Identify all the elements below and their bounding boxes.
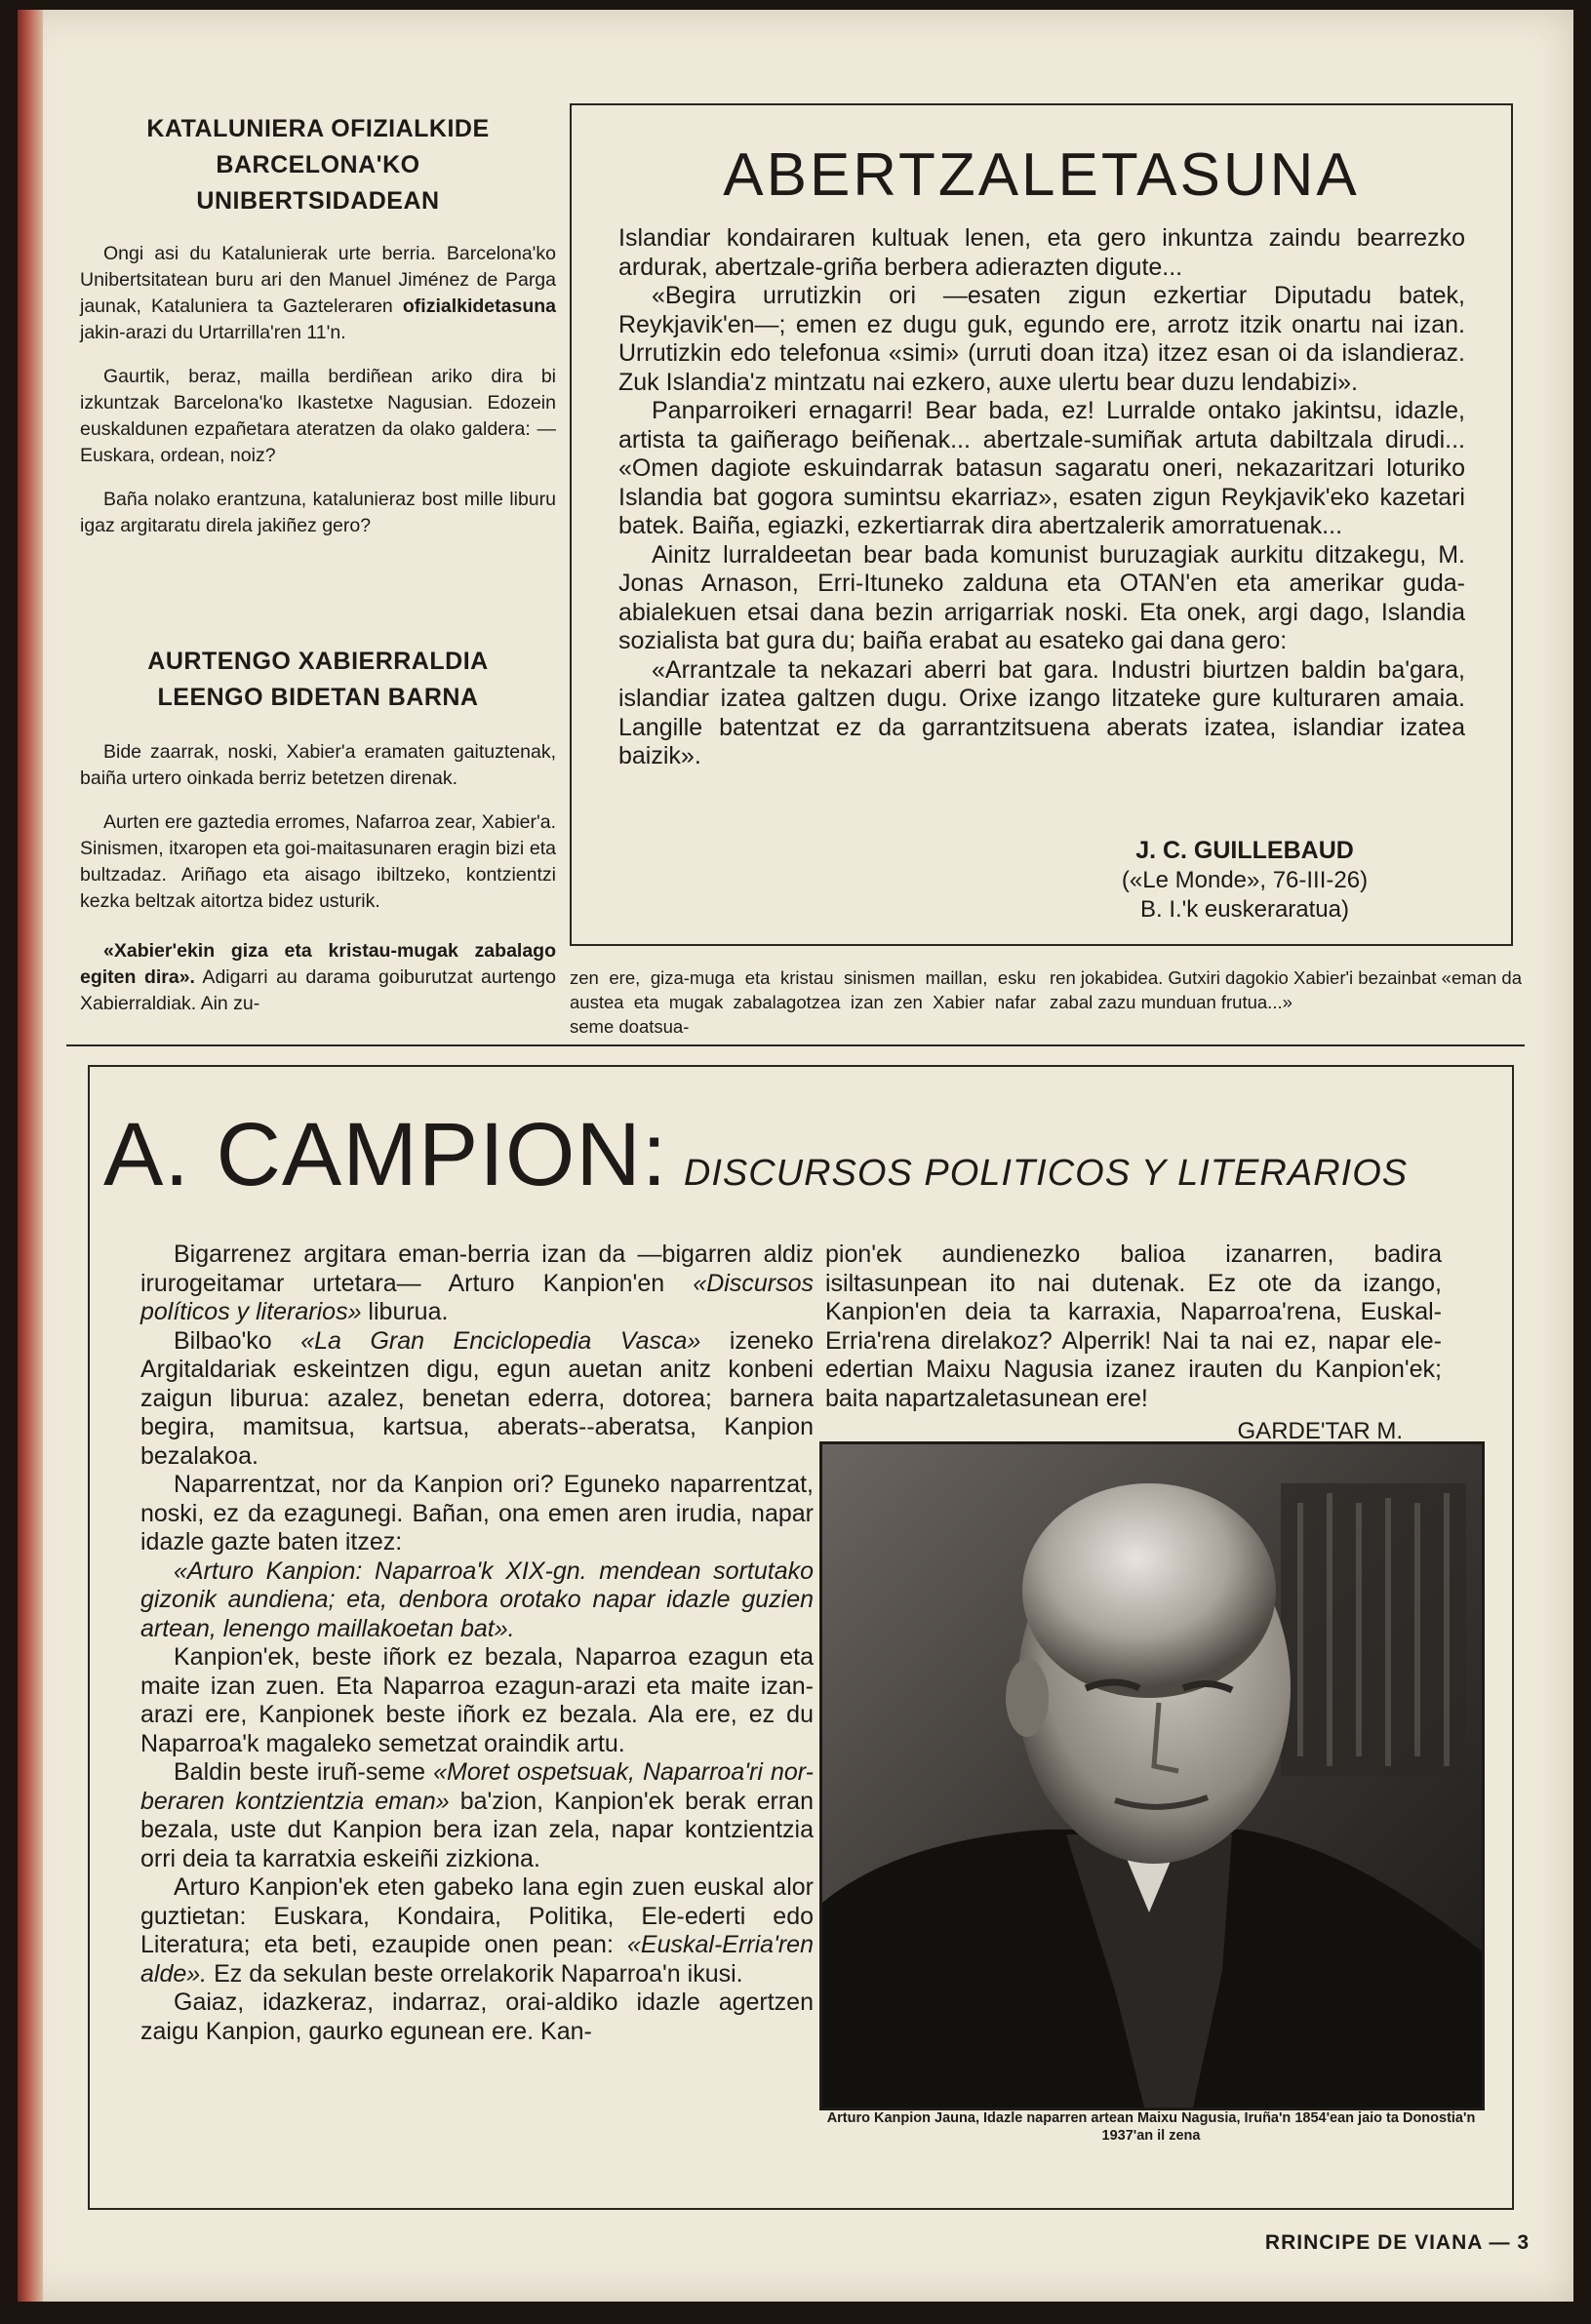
paragraph: Islandiar kondairaren kultuak lenen, eta gero inkuntza zaindu bearrezko ardurak, abertzale-griña berbera adierazten digute...: [618, 224, 1465, 281]
paragraph: Baldin beste iruñ-seme «Moret ospetsuak, Naparroa'ri nor-beraren kontzientzia eman» ba'zion, Kanpion'ek berak erran bezala, uste dut Kanpion bera izan zela, napar kontzientzia orri deia ta karratxia eskeiñi zizkiona.: [140, 1758, 814, 1872]
campion-title-sub: DISCURSOS POLITICOS Y LITERARIOS: [683, 1153, 1409, 1194]
campion-title-main: A. CAMPION:: [103, 1105, 668, 1204]
paragraph: «Arturo Kanpion: Naparroa'k XIX-gn. mendean sortutako gizonik aundiena; eta, denbora orotako napar idazle guzien artean, lenengo maillakoetan bat».: [140, 1556, 814, 1642]
paragraph: Arturo Kanpion'ek eten gabeko lana egin zuen euskal alor guztietan: Euskara, Kondaira, Politika, Ele-ederti edo Literatura; eta beti, ezaupide onen pean: «Euskal-Erria'ren alde». Ez da sekulan beste orrelakorik Naparroa'n ikusi.: [140, 1873, 814, 1988]
article-kataluniera: [80, 111, 556, 557]
paragraph: «Begira urrutizkin ori —esaten zigun ezkertiar Diputadu batek, Reykjavik'en—; emen ez dugu guk, egundo ere, arrotz itzik onartu nai izan. Urrutizkin edo telefonua «simi» (urruti doan itza) itzez esan oi da islandieraz. Zuk Islandia'z mintzatu nai ezkero, auxe ulertu bear duzu lendabizi».: [618, 282, 1465, 396]
paragraph: Panparroikeri ernagarri! Bear bada, ez! Lurralde ontako jakintsu, idazle, artista ta gaiñerago beiñenak... abertzale-sumiñak artuta dabiltzala dirudi... «Omen dagiote eskuindarrak batasun sagaratu oneri, nekazaritzari loturiko Islandia bat gogora sumintsu ekarriaz», esaten zigun Reykjavik'eko kazetari batek. Baiña, egiazki, ezkertiarrak dira abertzalerik amorratuenak...: [618, 397, 1465, 539]
paragraph: Gaiaz, idazkeraz, indarraz, orai-aldiko idazle agertzen zaigu Kanpion, gaurko egunean ere. Kan-: [140, 1989, 814, 2045]
paragraph: pion'ek aundienezko balioa izanarren, badira isiltasunpean ito nai dutenak. Ez ote da izango, Kanpion'en deia ta karraxia, Naparroa'rena, Euskal-Erria'rena direlakoz? Alperrik! Nai ta nai ez, napar ele-edertian Maixu Nagusia izanez irauten du Kanpion'ek; baita napartzaletasunean ere!: [825, 1241, 1442, 1412]
abertzaletasuna-body: [618, 224, 1465, 771]
article-xabierraldia-body: [80, 739, 556, 1017]
campion-right-column: [825, 1241, 1442, 1446]
abertzaletasuna-signature-block: [1079, 835, 1411, 925]
paragraph: Baña nolako erantzuna, katalunieraz bost mille liburu igaz argitaratu direla jakiñez gero?: [80, 489, 556, 536]
paragraph: Bide zaarrak, noski, Xabier'a eramaten gaituztenak, baiña urtero oinkada berriz betetzen direnak.: [80, 741, 556, 789]
binding-spine: [18, 10, 43, 2302]
paragraph: Gaurtik, beraz, mailla berdiñean ariko dira bi izkuntzak Barcelona'ko Ikastetxe Nagusian. Edozein euskaldunen ezpañetara ateratzen da olako galdera: —Euskara, ordean, noiz?: [80, 366, 556, 466]
campion-signature: GARDE'TAR M.: [1237, 1418, 1403, 1444]
xabierraldia-continuation-1: zen ere, giza-muga eta kristau sinismen maillan, esku austea eta mugak zabalagotzea izan zen Xabier nafar seme doatsua-: [570, 967, 1036, 1037]
kanpion-portrait-photo: [819, 1441, 1485, 2110]
abertzaletasuna-box: [570, 103, 1513, 946]
paragraph: Bilbao'ko «La Gran Enciclopedia Vasca» izeneko Argitaldariak eskeintzen digu, egun auetan anitz konbeni zaigun liburua: azalez, benetan ederra, dotorea; barnera begira, mamitsua, kartsua, aberats--aberatsa, Kanpion bezalakoa.: [140, 1326, 814, 1470]
translator-note: B. I.'k euskeraratua): [1139, 896, 1349, 923]
paragraph: «Xabier'ekin giza eta kristau-mugak zabalago egiten dira». Adigarri au darama goiburutzat aurtengo Xabierraldiak. Ain zu-: [80, 940, 556, 1014]
campion-title: [103, 1104, 1489, 1206]
paragraph: Bigarrenez argitara eman-berria izan da —bigarren aldiz irurogeitamar urtetara— Arturo Kanpion'en «Discursos políticos y literarios» liburua.: [140, 1241, 814, 1325]
paragraph: Ongi asi du Katalunierak urte berria. Barcelona'ko Unibertsitatean buru ari den Manuel Jiménez de Parga jaunak, Kataluniera ta Gazteleraren ofizialkidetasuna jakin-arazi du Urtarrilla'ren 11'n.: [80, 243, 556, 343]
paragraph: Kanpion'ek, beste iñork ez bezala, Naparroa ezagun eta maite izan zuen. Eta Naparroa ezagun-arazi eta maite izan-arazi ere, Kanpionek beste iñork ez bezala. Ala ere, ez du Naparroa'k magaleko semetzat oraindik artu.: [140, 1643, 814, 1757]
paragraph: «Arrantzale ta nekazari aberri bat gara. Industri biurtzen baldin ba'gara, islandiar izatea galtzen dugu. Orixe izango litzateke gure kulturaren amaia. Langille batentzat ez da garrantzitsuena aberats izatea, islandiar izatea baizik».: [618, 655, 1465, 769]
xabierraldia-continuation-2: ren jokabidea. Gutxiri dagokio Xabier'i bezainbat «eman da zabal zazu munduan frutua...»: [1050, 967, 1522, 1012]
paragraph: Ainitz lurraldeetan bear bada komunist buruzagiak aurkitu ditzakegu, M. Jonas Arnason, Erri-Ituneko zalduna eta OTAN'en eta amerikar guda-abialekuen etsai dana bezin arrigarriak noski. Eta onek, argi dago, Islandia sozialista bat gura du; baiña erabat au esateko gai dana gero:: [618, 540, 1465, 654]
article-kataluniera-body: [80, 241, 556, 539]
abertzaletasuna-title: ABERTZALETASUNA: [723, 141, 1360, 209]
article-kataluniera-heading: KATALUNIERA OFIZIALKIDE BARCELONA'KO UNIBERTSIDADEAN: [146, 115, 490, 215]
campion-left-column: [140, 1241, 814, 2046]
photo-caption: Arturo Kanpion Jauna, Idazle naparren artean Maixu Nagusia, Iruña'n 1854'ean jaio ta Donostia'n 1937'an il zena: [826, 2110, 1476, 2144]
signature: J. C. GUILLEBAUD: [1135, 837, 1354, 864]
source: («Le Monde», 76-III-26): [1121, 867, 1369, 893]
page: [18, 10, 1573, 2302]
paragraph: Aurten ere gaztedia erromes, Nafarroa zear, Xabier'a. Sinismen, itxaropen eta goi-maitasunaren eragin bizi eta bultzadaz. Ariñago eta aisago ibiltzeko, kontzientzi kezka beltzak aitortza bidez usturik.: [80, 811, 556, 912]
paragraph: Naparrentzat, nor da Kanpion ori? Eguneko naparrentzat, noski, ez da ezagunegi. Bañan, ona emen aren irudia, napar idazle gazte baten itzez:: [140, 1471, 814, 1556]
page-footer: RRINCIPE DE VIANA — 3: [1264, 2231, 1530, 2254]
article-xabierraldia: [80, 644, 556, 1035]
article-xabierraldia-heading: AURTENGO XABIERRALDIA LEENGO BIDETAN BARNA: [147, 648, 489, 711]
section-divider: [66, 1044, 1525, 1046]
